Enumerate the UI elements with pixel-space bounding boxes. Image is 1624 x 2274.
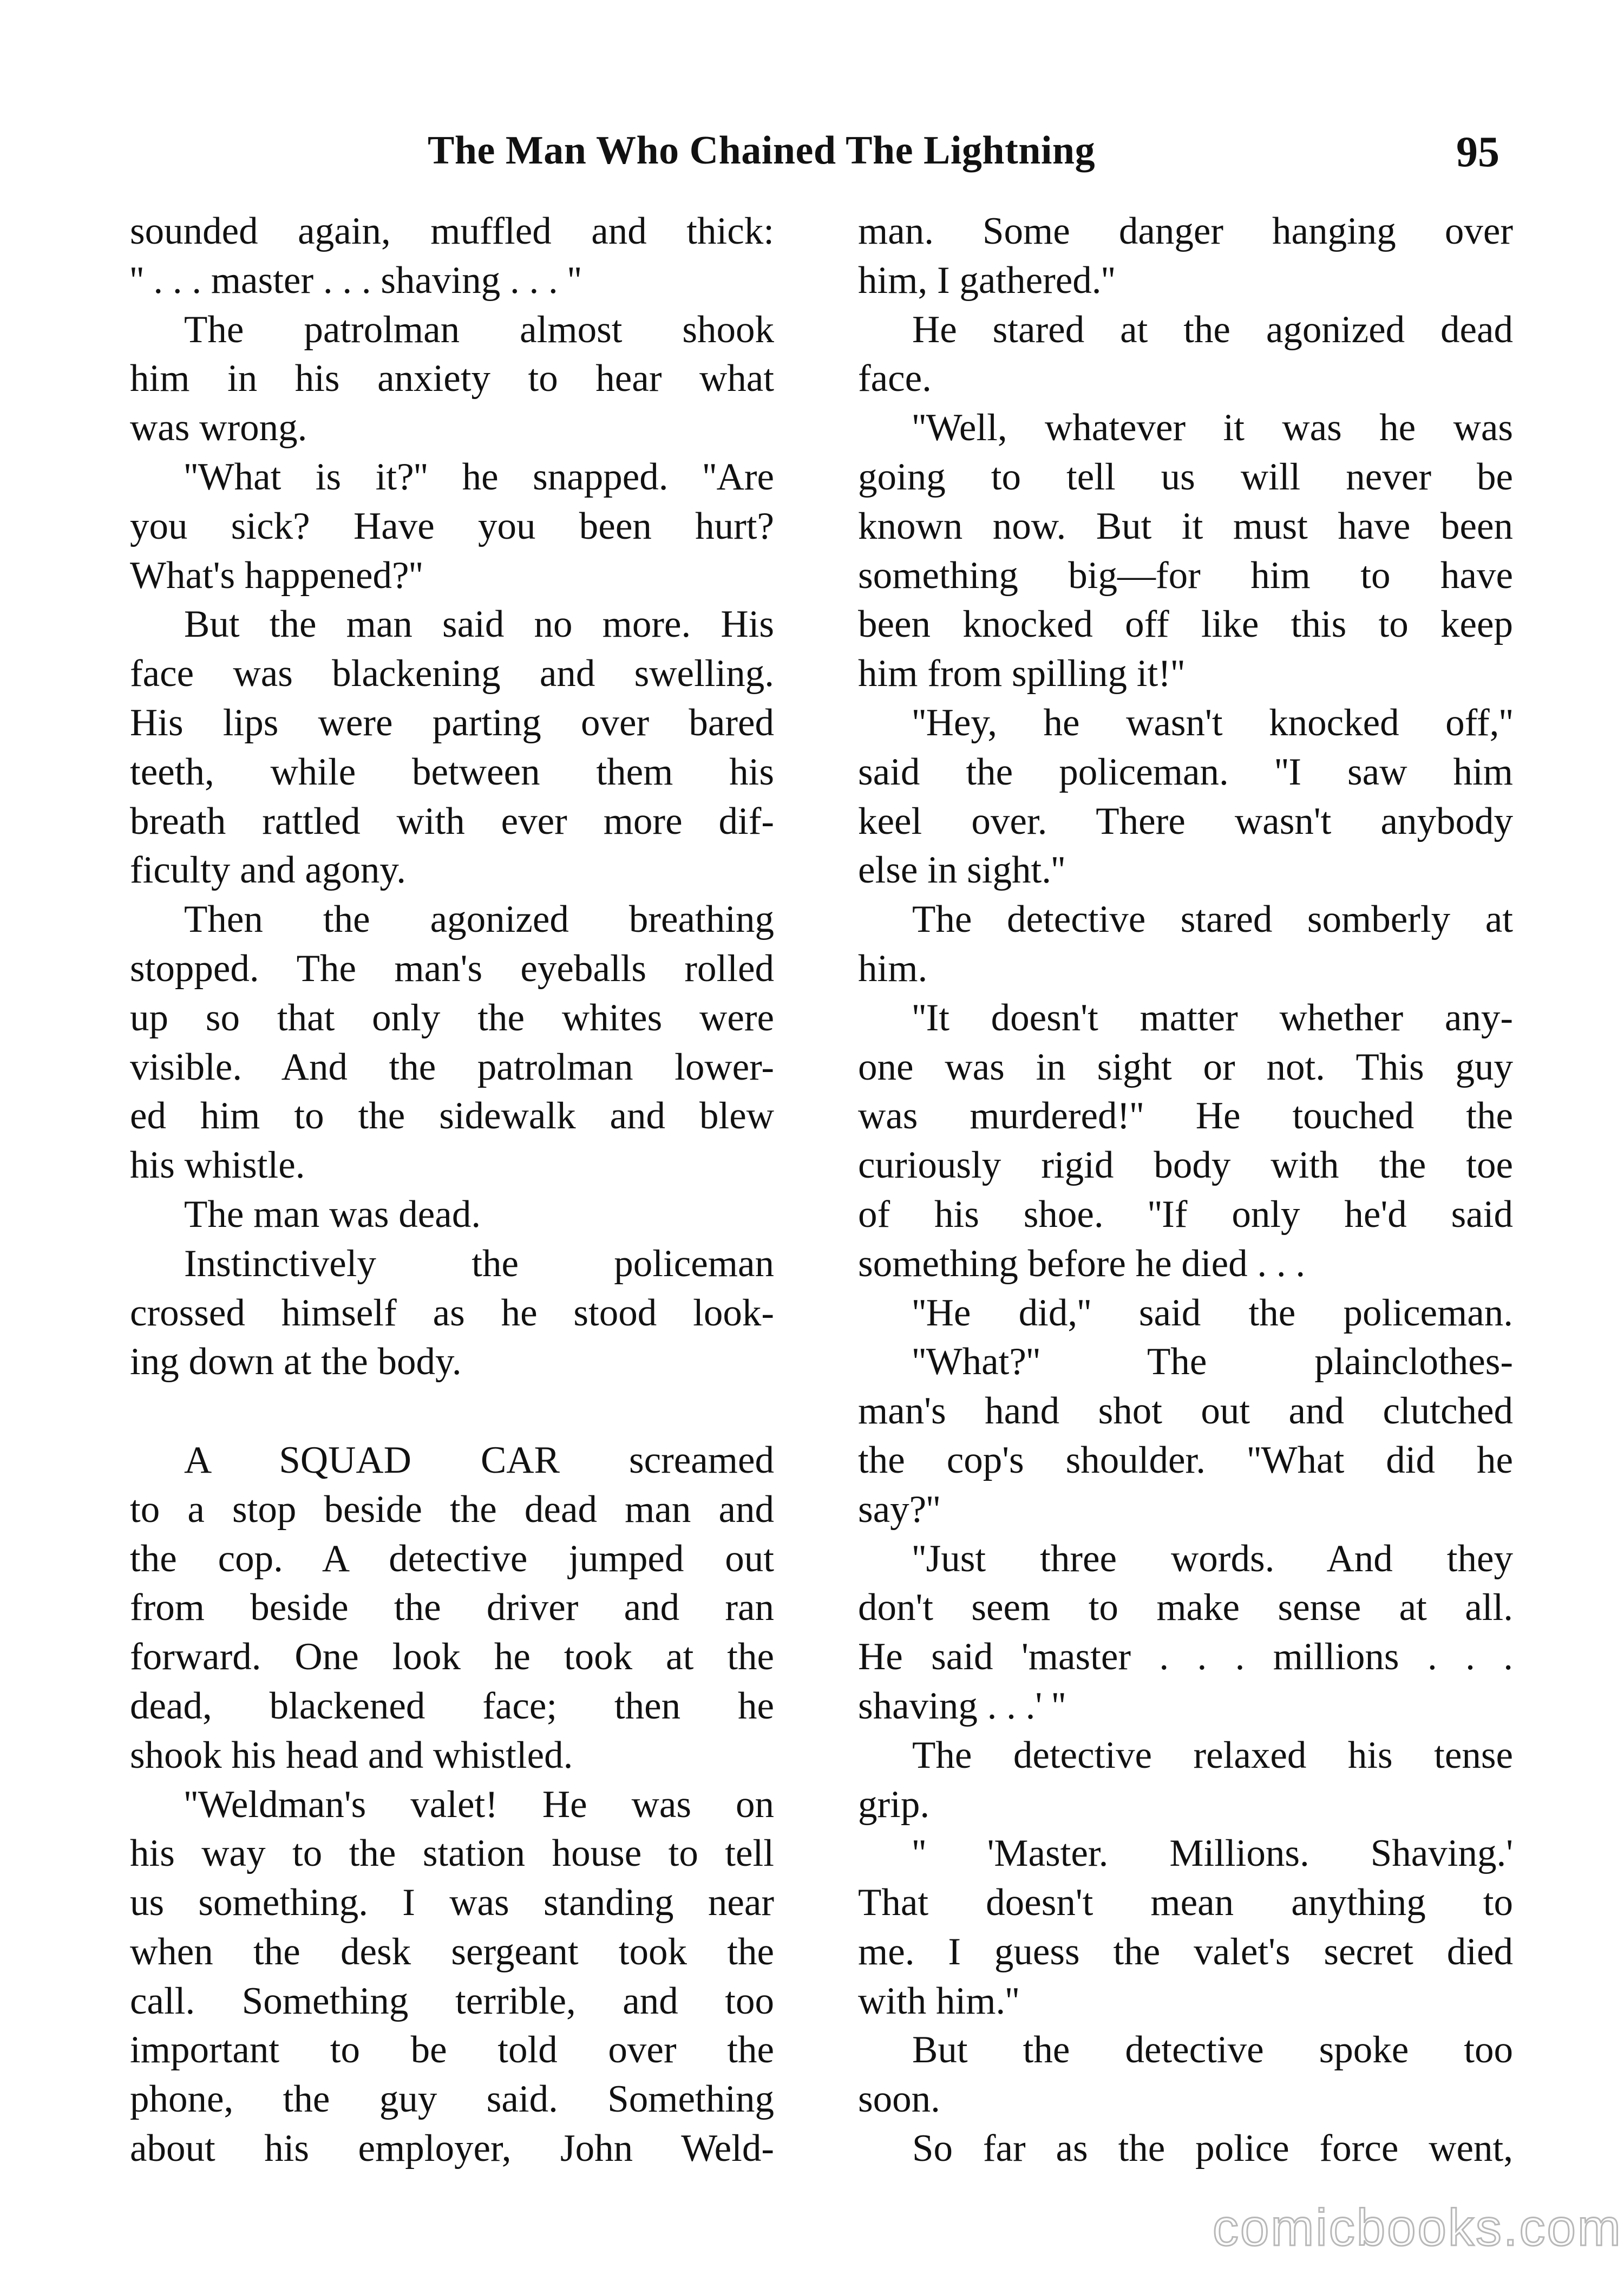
text-line: something big—for him to have	[858, 554, 1513, 597]
text-line: teeth, while between them his	[130, 750, 774, 793]
text-line: call. Something terrible, and too	[130, 1979, 774, 2022]
text-line: don't seem to make sense at all.	[858, 1586, 1513, 1629]
text-line: me. I guess the valet's secret died	[858, 1930, 1513, 1973]
text-line: said the policeman. ''I saw him	[858, 750, 1513, 793]
text-line: He stared at the agonized dead	[912, 308, 1513, 351]
text-line: What's happened?''	[130, 554, 423, 597]
text-line: shook his head and whistled.	[130, 1734, 573, 1776]
text-line: with him.''	[858, 1979, 1019, 2022]
text-line: to a stop beside the dead man and	[130, 1488, 774, 1531]
text-line: was wrong.	[130, 407, 307, 449]
text-line: was murdered!'' He touched the	[858, 1095, 1513, 1138]
text-line: shaving . . .' ''	[858, 1684, 1066, 1727]
text-line: Then the agonized breathing	[184, 898, 774, 941]
text-line: stopped. The man's eyeballs rolled	[130, 947, 774, 990]
text-line: A SQUAD CAR screamed	[184, 1439, 774, 1481]
text-line: of his shoe. ''If only he'd said	[858, 1193, 1513, 1236]
text-line: grip.	[858, 1783, 930, 1826]
text-line: ''Well, whatever it was he was	[912, 407, 1513, 449]
text-line: But the detective spoke too	[912, 2029, 1513, 2072]
text-line: visible. And the patrolman lower-	[130, 1045, 774, 1088]
text-line: face.	[858, 357, 932, 400]
text-line: dead, blackened face; then he	[130, 1684, 774, 1727]
text-line: breath rattled with ever more dif-	[130, 800, 774, 842]
text-line: been knocked off like this to keep	[858, 603, 1513, 646]
text-line: him in his anxiety to hear what	[130, 357, 774, 400]
right-text-column	[858, 207, 1513, 2173]
text-line: say?''	[858, 1488, 940, 1531]
text-line: keel over. There wasn't anybody	[858, 800, 1513, 842]
text-line: forward. One look he took at the	[130, 1636, 774, 1678]
text-line: But the man said no more. His	[184, 603, 774, 646]
text-line: The man was dead.	[184, 1193, 481, 1236]
text-line: '' . . . master . . . shaving . . . ''	[130, 259, 582, 302]
text-line: The detective stared somberly at	[912, 898, 1513, 941]
text-line: ''What?'' The plainclothes-	[912, 1341, 1513, 1383]
text-line: ''Hey, he wasn't knocked off,''	[912, 701, 1513, 744]
text-line: sounded again, muffled and thick:	[130, 210, 774, 252]
running-head	[0, 128, 1624, 187]
text-line: us something. I was standing near	[130, 1881, 774, 1924]
text-line: man's hand shot out and clutched	[858, 1390, 1513, 1433]
text-line: the cop's shoulder. ''What did he	[858, 1439, 1513, 1481]
text-line: one was in sight or not. This guy	[858, 1045, 1513, 1088]
text-line: ''He did,'' said the policeman.	[912, 1291, 1513, 1334]
text-line: going to tell us will never be	[858, 455, 1513, 498]
text-line: ing down at the body.	[130, 1341, 462, 1383]
left-text-column	[130, 207, 774, 2173]
text-line: ''Weldman's valet! He was on	[184, 1783, 774, 1826]
text-line: known now. But it must have been	[858, 505, 1513, 547]
page-number: 95	[1456, 128, 1499, 176]
site-watermark: comicbooks.com	[1213, 2199, 1622, 2257]
text-line: curiously rigid body with the toe	[858, 1144, 1513, 1187]
text-line: his whistle.	[130, 1144, 305, 1187]
text-line: from beside the driver and ran	[130, 1586, 774, 1629]
text-line: ''What is it?'' he snapped. ''Are	[184, 455, 774, 498]
text-line: something before he died . . .	[858, 1242, 1306, 1285]
text-line: ''It doesn't matter whether any-	[912, 996, 1513, 1039]
text-line: face was blackening and swelling.	[130, 652, 774, 695]
text-line: soon.	[858, 2078, 940, 2121]
text-line: the cop. A detective jumped out	[130, 1537, 774, 1580]
text-line	[130, 1387, 774, 1436]
text-line: Instinctively the policeman	[184, 1242, 774, 1285]
text-line: important to be told over the	[130, 2029, 774, 2072]
text-line: up so that only the whites were	[130, 996, 774, 1039]
text-line: about his employer, John Weld-	[130, 2127, 774, 2170]
chapter-title: The Man Who Chained The Lightning	[428, 128, 1096, 173]
text-line: when the desk sergeant took the	[130, 1930, 774, 1973]
text-line: So far as the police force went,	[912, 2127, 1513, 2170]
text-line: you sick? Have you been hurt?	[130, 505, 774, 547]
text-line: him, I gathered.''	[858, 259, 1116, 302]
text-line: him.	[858, 947, 928, 990]
text-line: else in sight.''	[858, 849, 1065, 892]
text-line: The patrolman almost shook	[184, 308, 774, 351]
text-line: ficulty and agony.	[130, 849, 407, 892]
text-line: his way to the station house to tell	[130, 1832, 774, 1875]
text-line: That doesn't mean anything to	[858, 1881, 1513, 1924]
text-line: The detective relaxed his tense	[912, 1734, 1513, 1776]
text-line: His lips were parting over bared	[130, 701, 774, 744]
text-line: man. Some danger hanging over	[858, 210, 1513, 252]
text-line: ''Just three words. And they	[912, 1537, 1513, 1580]
text-line: '' 'Master. Millions. Shaving.'	[912, 1832, 1513, 1875]
text-line: ed him to the sidewalk and blew	[130, 1095, 774, 1138]
text-line: him from spilling it!''	[858, 652, 1185, 695]
text-line: He said 'master . . . millions . . .	[858, 1636, 1513, 1678]
text-line: crossed himself as he stood look-	[130, 1291, 774, 1334]
text-line: phone, the guy said. Something	[130, 2078, 774, 2121]
